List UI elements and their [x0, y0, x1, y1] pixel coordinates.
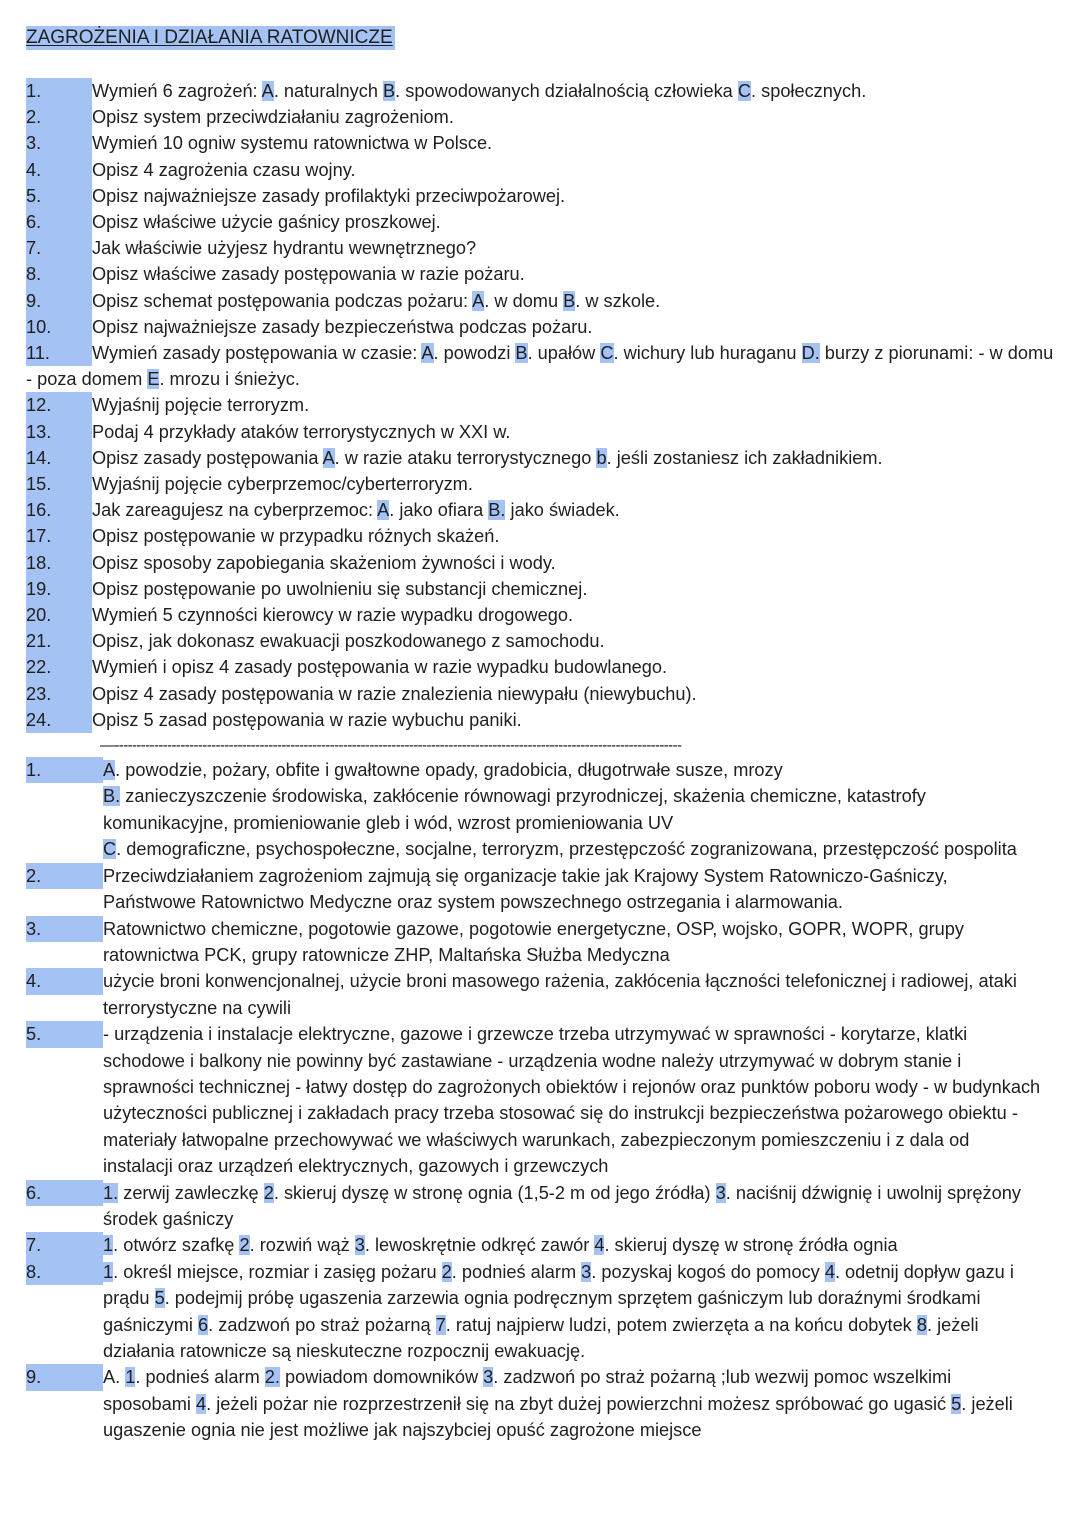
text-segment: Opisz zasady postępowania — [92, 447, 323, 468]
answer-number: 4. — [26, 968, 103, 994]
text-segment: . w domu — [484, 290, 564, 311]
text-segment: . ratuj najpierw ludzi, potem zwierzęta a na końcu dobytek — [445, 1314, 917, 1335]
question-item — [26, 235, 1056, 261]
text-segment: . w szkole. — [575, 290, 661, 311]
answer-text — [103, 1259, 1056, 1365]
answer-number-cell — [26, 1364, 103, 1443]
text-segment: . naturalnych — [273, 81, 383, 101]
text-segment: . skieruj dyszę w stronę ognia (1,5-2 m od jego źródła) — [273, 1182, 716, 1203]
highlighted-marker: 3 — [354, 1235, 365, 1256]
answer-item — [26, 1364, 1056, 1443]
highlighted-marker: 5 — [951, 1393, 962, 1414]
text-segment: Wyjaśnij pojęcie cyberprzemoc/cyberterroryzm. — [92, 474, 473, 495]
text-segment: Jak właściwie użyjesz hydrantu wewnętrznego? — [92, 238, 477, 259]
question-item — [26, 209, 1056, 235]
answer-text — [103, 1021, 1056, 1179]
answer-text — [103, 1232, 1056, 1258]
text-segment: Wymień 6 zagrożeń: — [92, 81, 262, 101]
text-segment: Opisz system przeciwdziałaniu zagrożeniom. — [92, 107, 454, 128]
question-item — [26, 681, 1056, 707]
text-segment: . zadzwoń po straż pożarną ;lub wezwij pomoc wszelkimi sposobami — [103, 1367, 952, 1414]
text-segment: . jeśli zostaniesz ich zakładnikiem. — [606, 447, 883, 468]
answer-item — [26, 1180, 1056, 1233]
highlighted-marker: 1 — [103, 1235, 114, 1256]
answer-line — [103, 1232, 1042, 1258]
highlighted-marker: A — [322, 447, 335, 468]
questions-list — [26, 78, 1056, 733]
text-segment: Opisz 4 zagrożenia czasu wojny. — [92, 159, 356, 180]
question-item — [26, 104, 1056, 130]
question-item — [26, 78, 1056, 104]
answer-text — [103, 1180, 1056, 1233]
highlighted-marker: 2 — [263, 1182, 274, 1203]
document-title: ZAGROŻENIA I DZIAŁANIA RATOWNICZE — [26, 27, 393, 48]
document-page — [26, 26, 1056, 1444]
text-segment: Wymień 5 czynności kierowcy w razie wypadku drogowego. — [92, 605, 573, 626]
text-segment: . mrozu i śnieżyc. — [159, 369, 300, 390]
answer-number: 8. — [26, 1259, 103, 1285]
highlighted-marker: A — [377, 500, 390, 521]
text-segment: . naciśnij dźwignię i uwolnij sprężony środek gaśniczy — [103, 1182, 1021, 1229]
answer-line — [103, 783, 1042, 836]
question-item — [26, 550, 1056, 576]
text-segment: Przeciwdziałaniem zagrożeniom zajmują się organizacje takie jak Krajowy System Ratowniczo-Gaśniczy, Państwowe Ratownictwo Medyczne oraz system powszechnego ostrzegania i alarmowania. — [103, 865, 948, 913]
text-segment: jako świadek. — [505, 500, 620, 521]
highlighted-marker: 2. — [264, 1367, 280, 1388]
answer-line — [103, 863, 1042, 916]
answer-item — [26, 1259, 1056, 1365]
text-segment: . upałów — [527, 343, 601, 364]
question-item — [26, 392, 1056, 418]
question-number: 5. — [26, 183, 92, 209]
question-number: 16. — [26, 497, 92, 523]
highlighted-marker: 7 — [435, 1314, 446, 1335]
text-segment: burzy z piorunami: - w domu - poza domem — [26, 343, 1054, 390]
highlighted-marker: B — [563, 290, 576, 311]
text-segment: . otwórz szafkę — [113, 1235, 240, 1256]
question-number: 8. — [26, 261, 92, 287]
question-item — [26, 523, 1056, 549]
answer-number: 5. — [26, 1021, 103, 1047]
text-segment: . podnieś alarm — [451, 1261, 582, 1282]
highlighted-marker: C — [600, 343, 614, 364]
question-item — [26, 707, 1056, 733]
highlighted-marker: A — [421, 343, 434, 364]
highlighted-marker: 2 — [239, 1235, 250, 1256]
text-segment: . społecznych. — [751, 81, 867, 101]
text-segment: użycie broni konwencjonalnej, użycie broni masowego rażenia, zakłócenia łączności telefonicznej i radiowej, ataki terrorystyczne na cywili — [103, 971, 1017, 1018]
text-segment: . jako ofiara — [389, 500, 489, 521]
text-segment: . podejmij próbę ugaszenia zarzewia ognia podręcznym sprzętem gaśniczym lub doraźnymi środkami gaśniczymi — [103, 1288, 981, 1335]
question-number: 17. — [26, 523, 92, 549]
text-segment: . jeżeli pożar nie rozprzestrzenił się na zbyt dużej powierzchni możesz spróbować go ugasić — [206, 1393, 952, 1414]
highlighted-marker: D. — [801, 343, 820, 364]
question-item — [26, 654, 1056, 680]
text-segment: . spowodowanych działalnością człowieka — [395, 81, 738, 101]
highlighted-marker: 3 — [715, 1182, 726, 1203]
answer-line — [103, 1364, 1042, 1443]
answer-item — [26, 968, 1056, 1021]
text-segment: Wyjaśnij pojęcie terroryzm. — [92, 395, 310, 416]
question-item — [26, 314, 1056, 340]
text-segment: Opisz najważniejsze zasady profilaktyki przeciwpożarowej. — [92, 185, 566, 206]
text-segment: . demograficzne, psychospołeczne, socjalne, terroryzm, przestępczość zogranizowana, przestępczość pospolita — [116, 839, 1017, 860]
answers-list — [26, 757, 1056, 1444]
question-number: 18. — [26, 550, 92, 576]
answer-number: 2. — [26, 863, 103, 889]
answer-number-cell — [26, 1232, 103, 1258]
question-number: 14. — [26, 445, 92, 471]
text-segment: . skieruj dyszę w stronę źródła ognia — [604, 1235, 898, 1256]
question-number: 13. — [26, 419, 92, 445]
highlighted-marker: 1. — [103, 1182, 119, 1203]
answer-number: 6. — [26, 1180, 103, 1206]
text-segment: Wymień 10 ogniw systemu ratownictwa w Polsce. — [92, 133, 493, 154]
highlighted-marker: A — [103, 760, 116, 781]
text-segment: Wymień i opisz 4 zasady postępowania w razie wypadku budowlanego. — [92, 657, 668, 678]
answer-line — [103, 968, 1042, 1021]
question-item — [26, 602, 1056, 628]
text-segment: zerwij zawleczkę — [118, 1182, 264, 1203]
text-segment: . lewoskrętnie odkręć zawór — [364, 1235, 595, 1256]
text-segment: Jak zareagujesz na cyberprzemoc: — [92, 500, 378, 521]
text-segment: Opisz postępowanie w przypadku różnych skażeń. — [92, 526, 500, 547]
text-segment: Opisz, jak dokonasz ewakuacji poszkodowanego z samochodu. — [92, 631, 605, 652]
answer-line — [103, 1180, 1042, 1233]
answer-number-cell — [26, 1180, 103, 1233]
text-segment: zanieczyszczenie środowiska, zakłócenie równowagi przyrodniczej, skażenia chemiczne, katastrofy komunikacyjne, promieniowanie gleb i wód, wzrost promieniowania UV — [103, 786, 926, 833]
text-segment: Opisz 5 zasad postępowania w razie wybuchu paniki. — [92, 709, 522, 730]
question-item — [26, 130, 1056, 156]
highlighted-marker: B — [515, 343, 528, 364]
text-segment: powiadom domowników — [279, 1367, 484, 1388]
question-number: 12. — [26, 392, 92, 418]
answer-item — [26, 916, 1056, 969]
question-number: 3. — [26, 130, 92, 156]
text-segment: . pozyskaj kogoś do pomocy — [591, 1261, 825, 1282]
text-segment: Opisz 4 zasady postępowania w razie znalezienia niewypału (niewybuchu). — [92, 683, 697, 704]
answer-number-cell — [26, 1259, 103, 1365]
answer-number: 3. — [26, 916, 103, 942]
question-item — [26, 445, 1056, 471]
question-item — [26, 628, 1056, 654]
question-number: 11. — [26, 340, 92, 366]
highlighted-marker: 4 — [824, 1261, 835, 1282]
question-number: 24. — [26, 707, 92, 733]
answer-number-cell — [26, 757, 103, 863]
text-segment: . zadzwoń po straż pożarną — [208, 1314, 436, 1335]
text-segment: Opisz właściwe użycie gaśnicy proszkowej. — [92, 212, 441, 233]
answer-number-cell — [26, 863, 103, 916]
question-item — [26, 183, 1056, 209]
question-item — [26, 340, 1056, 392]
question-item — [26, 261, 1056, 287]
text-segment: Wymień zasady postępowania w czasie: — [92, 343, 422, 364]
text-segment: . rozwiń wąż — [249, 1235, 355, 1256]
text-segment: Opisz właściwe zasady postępowania w razie pożaru. — [92, 264, 525, 285]
question-item — [26, 471, 1056, 497]
answer-number-cell — [26, 916, 103, 969]
answer-text — [103, 968, 1056, 1021]
text-segment: . w razie ataku terrorystycznego — [334, 447, 597, 468]
question-number: 19. — [26, 576, 92, 602]
answer-line — [103, 1021, 1042, 1179]
question-number: 6. — [26, 209, 92, 235]
answer-line — [103, 1259, 1042, 1365]
question-number: 4. — [26, 157, 92, 183]
question-item — [26, 419, 1056, 445]
highlighted-marker: B. — [488, 500, 506, 521]
highlighted-marker: 1 — [125, 1367, 136, 1388]
question-number: 10. — [26, 314, 92, 340]
highlighted-marker: 4 — [196, 1393, 207, 1414]
highlighted-marker: B — [383, 81, 396, 101]
highlighted-marker: A — [261, 81, 274, 101]
answer-item — [26, 1232, 1056, 1258]
question-item — [26, 576, 1056, 602]
question-number: 15. — [26, 471, 92, 497]
answer-number: 7. — [26, 1232, 103, 1258]
answer-number-cell — [26, 1021, 103, 1179]
question-number: 20. — [26, 602, 92, 628]
highlighted-marker: b — [596, 447, 607, 468]
text-segment: . odetnij dopływ gazu i prądu — [103, 1261, 1014, 1309]
text-segment: Ratownictwo chemiczne, pogotowie gazowe, pogotowie energetyczne, OSP, wojsko, GOPR, WOPR, grupy ratownictwa PCK, grupy ratownicze ZHP, Maltańska Służba Medyczna — [103, 918, 964, 965]
text-segment: Opisz najważniejsze zasady bezpieczeństwa podczas pożaru. — [92, 316, 593, 337]
highlighted-marker: 3 — [483, 1367, 494, 1388]
highlighted-marker: B. — [103, 786, 121, 807]
question-number: 2. — [26, 104, 92, 130]
highlighted-marker: 5 — [154, 1288, 165, 1309]
question-number: 21. — [26, 628, 92, 654]
answer-number: 1. — [26, 757, 103, 783]
highlighted-marker: 4 — [594, 1235, 605, 1256]
highlighted-marker: C — [737, 81, 751, 101]
question-item — [26, 288, 1056, 314]
question-item — [26, 497, 1056, 523]
answer-line — [103, 836, 1042, 862]
answer-number: 9. — [26, 1364, 103, 1390]
text-segment: Opisz schemat postępowania podczas pożaru: — [92, 290, 473, 311]
answer-text — [103, 916, 1056, 969]
text-segment: . powodzie, pożary, obfite i gwałtowne opady, gradobicia, długotrwałe susze, mrozy — [115, 760, 783, 781]
text-segment: - urządzenia i instalacje elektryczne, gazowe i grzewcze trzeba utrzymywać w sprawności - korytarze, klatki schodowe i balkony nie powinny być zastawiane - urządzenia wodne należy utrzymywać w dobrym stanie i sprawności technicznej - łatwy dostęp do zagrożonych obiektów i rejonów oraz punktów poboru wody - w budynkach użyteczności publicznej i zakładach pracy trzeba stosować się do instrukcji bezpieczeństwa pożarowego obiektu - materiały łatwopalne przechowywać we właściwych warunkach, zabezpieczonym pomieszczeniu i z dala od instalacji oraz urządzeń elektrycznych, gazowych i grzewczych — [103, 1024, 1041, 1177]
text-segment: Podaj 4 przykłady ataków terrorystycznych w XXI w. — [92, 421, 511, 442]
text-segment: . jeżeli ugaszenie ognia nie jest możliwe jak najszybciej opuść zagrożone miejsce — [103, 1393, 1013, 1441]
highlighted-marker: 1 — [103, 1261, 114, 1282]
highlighted-marker: 2 — [441, 1261, 452, 1282]
text-segment: . wichury lub huraganu — [613, 343, 802, 364]
answer-item — [26, 1021, 1056, 1179]
answer-item — [26, 757, 1056, 863]
text-segment: . podnieś alarm — [135, 1367, 265, 1388]
answer-number-cell — [26, 968, 103, 1021]
answer-line — [103, 757, 1042, 783]
highlighted-marker: 8 — [916, 1314, 927, 1335]
section-separator: —--------------------------------------------------------------------------------------------------------------------------------- — [100, 737, 682, 755]
text-segment: . określ miejsce, rozmiar i zasięg pożaru — [113, 1261, 442, 1282]
text-segment: Opisz sposoby zapobiegania skażeniom żywności i wody. — [92, 552, 556, 573]
question-number: 7. — [26, 235, 92, 261]
question-number: 23. — [26, 681, 92, 707]
text-segment: Opisz postępowanie po uwolnieniu się substancji chemicznej. — [92, 578, 588, 599]
highlighted-marker: A — [472, 290, 485, 311]
question-number: 1. — [26, 78, 92, 104]
answer-line — [103, 916, 1042, 969]
answer-item — [26, 863, 1056, 916]
text-segment: A. — [103, 1367, 126, 1388]
answer-text — [103, 757, 1056, 863]
answer-text — [103, 1364, 1056, 1443]
highlighted-marker: C — [103, 839, 117, 860]
question-item — [26, 157, 1056, 183]
question-number: 9. — [26, 288, 92, 314]
text-segment: . powodzi — [433, 343, 516, 364]
text-segment: . jeżeli działania ratownicze są nieskuteczne rozpocznij ewakuację. — [103, 1314, 979, 1362]
highlighted-marker: 6 — [198, 1314, 209, 1335]
highlighted-marker: 3 — [581, 1261, 592, 1282]
highlighted-marker: E — [147, 369, 160, 390]
answer-text — [103, 863, 1056, 916]
question-number: 22. — [26, 654, 92, 680]
